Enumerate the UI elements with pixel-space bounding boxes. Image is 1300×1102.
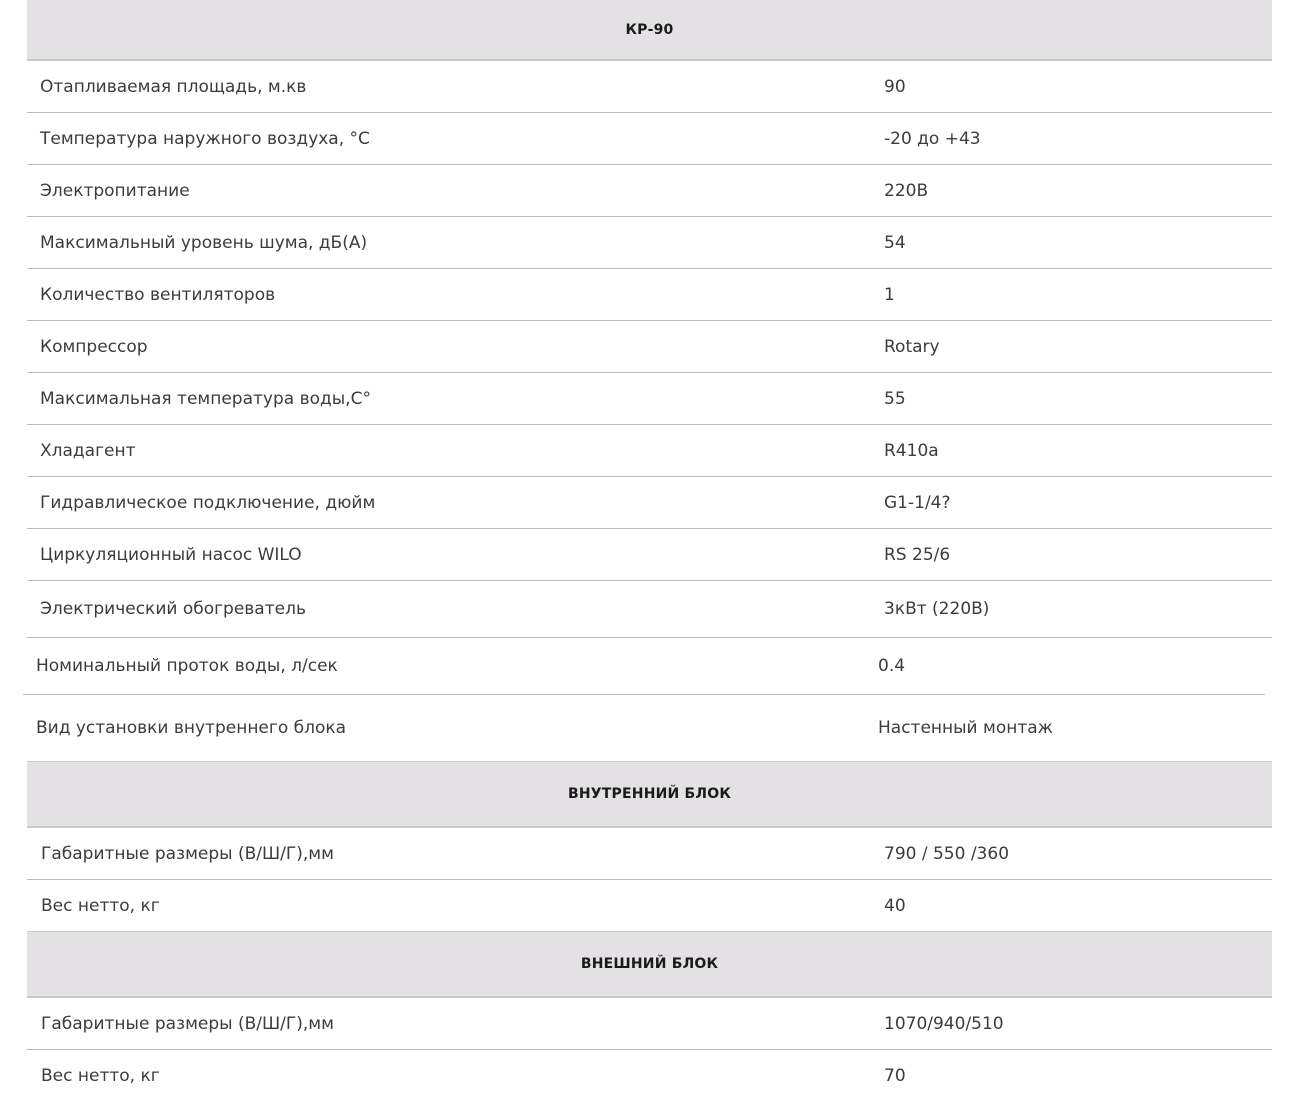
spec-value: Rotary [884, 336, 940, 357]
table-row [27, 529, 1272, 581]
table-row [27, 998, 1272, 1050]
spec-label: Вид установки внутреннего блока [36, 718, 347, 738]
spec-value: R410a [884, 440, 939, 461]
table-row [23, 695, 1265, 761]
table-row [27, 477, 1272, 529]
indoor-unit-header [27, 761, 1272, 828]
spec-value: 0.4 [878, 656, 906, 676]
spec-value: 90 [884, 76, 906, 97]
table-row [27, 880, 1272, 932]
spec-value: 40 [884, 896, 906, 916]
table-row [27, 1050, 1272, 1102]
outdoor-unit-title: ВНЕШНИЙ БЛОК [580, 956, 719, 972]
table-row [27, 581, 1272, 638]
spec-label: Вес нетто, кг [41, 1066, 160, 1086]
table-row [27, 828, 1272, 880]
table-row [23, 638, 1265, 695]
table-row [27, 61, 1272, 113]
table-row [27, 269, 1272, 321]
spec-label: Габаритные размеры (В/Ш/Г),мм [41, 843, 334, 864]
indoor-unit-title: ВНУТРЕННИЙ БЛОК [568, 786, 731, 802]
spec-table-header [27, 0, 1272, 61]
spec-value: 1070/940/510 [884, 1013, 1004, 1034]
spec-label: Максимальная температура воды,С° [40, 388, 371, 409]
table-row [27, 373, 1272, 425]
spec-value: -20 до +43 [884, 128, 981, 149]
spec-value: Настенный монтаж [878, 718, 1053, 738]
spec-value: G1-1/4? [884, 492, 951, 513]
table-row [27, 113, 1272, 165]
spec-label: Температура наружного воздуха, °С [40, 128, 370, 149]
spec-value: 220В [884, 180, 929, 201]
spec-label: Вес нетто, кг [41, 896, 160, 916]
spec-label: Электропитание [40, 180, 190, 201]
spec-value: RS 25/6 [884, 544, 951, 565]
table-row [27, 425, 1272, 477]
spec-value: 70 [884, 1066, 906, 1086]
spec-label: Максимальный уровень шума, дБ(А) [40, 232, 368, 253]
spec-value: 1 [884, 284, 895, 305]
spec-label: Количество вентиляторов [40, 284, 276, 305]
model-title: КР-90 [625, 21, 674, 38]
spec-label: Отапливаемая площадь, м.кв [40, 76, 307, 97]
spec-value: 790 / 550 /360 [884, 843, 1010, 864]
spec-value: 55 [884, 388, 906, 409]
spec-label: Гидравлическое подключение, дюйм [40, 492, 376, 513]
outdoor-unit-header [27, 931, 1272, 998]
spec-label: Номинальный проток воды, л/сек [36, 656, 338, 676]
spec-label: Электрический обогреватель [40, 599, 306, 619]
spec-label: Компрессор [40, 336, 148, 357]
table-row [27, 321, 1272, 373]
spec-label: Габаритные размеры (В/Ш/Г),мм [41, 1013, 334, 1034]
table-row [27, 165, 1272, 217]
spec-label: Хладагент [40, 440, 136, 461]
spec-value: 54 [884, 232, 906, 253]
table-row [27, 217, 1272, 269]
spec-label: Циркуляционный насос WILO [40, 544, 302, 565]
spec-value: 3кВт (220В) [884, 599, 990, 619]
